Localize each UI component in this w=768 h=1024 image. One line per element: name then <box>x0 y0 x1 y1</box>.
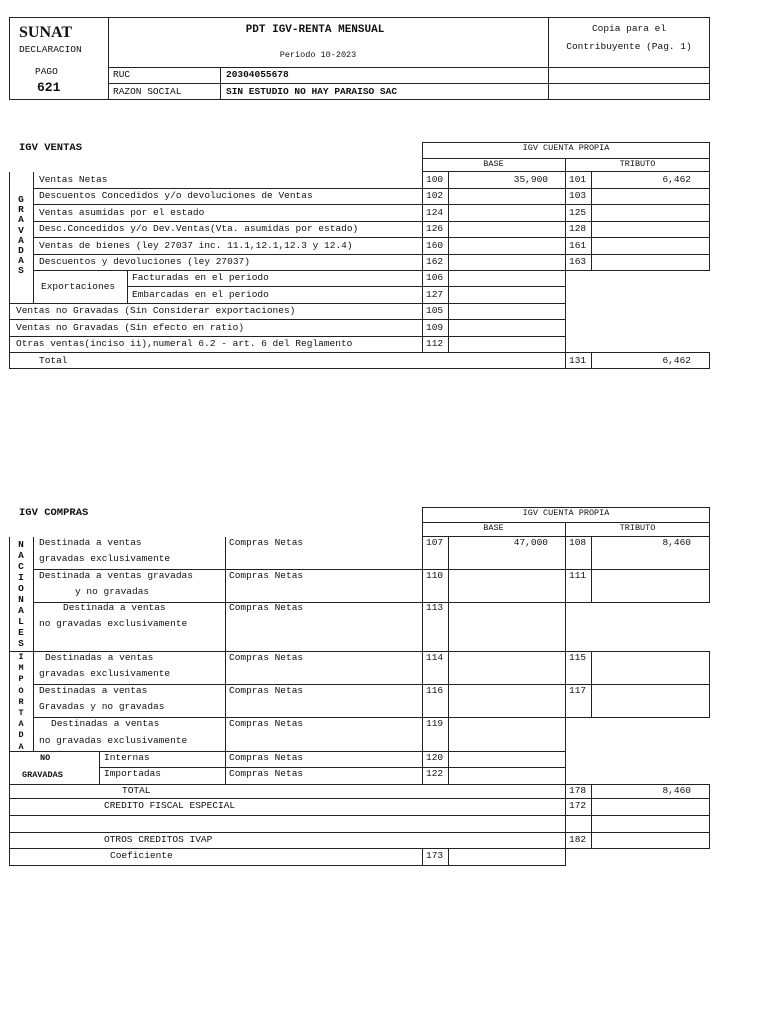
row-code: 102 <box>426 190 444 201</box>
org-name: SUNAT <box>19 24 73 41</box>
row-label-line1: Destinadas a ventas <box>39 685 148 696</box>
ventas-col-base: BASE <box>483 159 504 169</box>
row-label: Otras ventas(inciso ii),numeral 6.2 - art. 6 del Reglamento <box>16 338 353 349</box>
row-code: 127 <box>426 289 444 300</box>
row-label-line1: Destinada a ventas gravadas <box>39 570 193 581</box>
total-code: 131 <box>569 355 587 366</box>
compras-netas-label: Compras Netas <box>229 685 304 696</box>
declaracion-label: DECLARACION <box>19 44 82 55</box>
row-label: Embarcadas en el periodo <box>132 289 269 300</box>
row-code-2: 163 <box>569 256 587 267</box>
row-label: Descuentos Concedidos y/o devoluciones de Ventas <box>39 190 313 201</box>
row-code: 112 <box>426 338 444 349</box>
row-code-2: 117 <box>569 685 587 696</box>
razon-social-value: SIN ESTUDIO NO HAY PARAISO SAC <box>226 86 398 97</box>
tributo-value: 8,460 <box>662 537 691 548</box>
compras-netas-label: Compras Netas <box>229 652 304 663</box>
row-label: Facturadas en el periodo <box>132 272 269 283</box>
row-code: 122 <box>426 768 444 779</box>
row-label-line2: no gravadas exclusivamente <box>39 618 188 629</box>
row-code: 109 <box>426 322 444 333</box>
row-code: 162 <box>426 256 444 267</box>
row-code-2: 108 <box>569 537 587 548</box>
ruc-value: 20304055678 <box>226 69 289 80</box>
row-code: 113 <box>426 602 444 613</box>
row-label: Ventas no Gravadas (Sin efecto en ratio) <box>16 322 245 333</box>
compras-col-base: BASE <box>483 523 504 533</box>
ventas-col-group: IGV CUENTA PROPIA <box>522 143 610 153</box>
row-code-2: 161 <box>569 240 587 251</box>
exportaciones-label: Exportaciones <box>41 281 116 292</box>
copy-line-1: Copia para el <box>591 23 667 34</box>
row-code: 107 <box>426 537 444 548</box>
row-label-line2: gravadas exclusivamente <box>39 668 171 679</box>
ruc-label: RUC <box>113 69 131 80</box>
row-label-line2: gravadas exclusivamente <box>39 553 171 564</box>
otros-creditos-code: 182 <box>569 834 587 845</box>
compras-title: IGV COMPRAS <box>19 507 89 519</box>
row-code: 100 <box>426 174 444 185</box>
row-label: Ventas Netas <box>39 174 108 185</box>
row-code-2: 101 <box>569 174 587 185</box>
credito-fiscal-label: CREDITO FISCAL ESPECIAL <box>104 800 236 811</box>
row-label: Internas <box>104 752 150 763</box>
row-code: 116 <box>426 685 444 696</box>
form-number: 621 <box>37 80 61 95</box>
base-value: 35,900 <box>513 174 548 185</box>
total-code: 178 <box>569 785 587 796</box>
row-code: 120 <box>426 752 444 763</box>
form-title: PDT IGV-RENTA MENSUAL <box>245 24 385 36</box>
row-label: Descuentos y devoluciones (ley 27037) <box>39 256 250 267</box>
compras-col-tributo: TRIBUTO <box>619 523 656 533</box>
row-code: 126 <box>426 223 444 234</box>
row-label-line1: Destinada a ventas <box>39 537 142 548</box>
compras-netas-label: Compras Netas <box>229 537 304 548</box>
importadas-side-label: I M P O R T A D A <box>18 652 24 752</box>
row-code: 114 <box>426 652 444 663</box>
row-label-line1: Destinada a ventas <box>63 602 166 613</box>
base-value: 47,000 <box>513 537 548 548</box>
total-value: 8,460 <box>662 785 691 796</box>
credito-fiscal-code: 172 <box>569 800 587 811</box>
row-label: Ventas de bienes (ley 27037 inc. 11.1,12.1,12.3 y 12.4) <box>39 240 353 251</box>
total-value: 6,462 <box>662 355 691 366</box>
ventas-col-tributo: TRIBUTO <box>619 159 656 169</box>
ventas-title: IGV VENTAS <box>19 142 83 154</box>
nacionales-side-label: N A C I O N A L E S <box>18 539 24 649</box>
compras-col-group: IGV CUENTA PROPIA <box>522 508 610 518</box>
row-code-2: 115 <box>569 652 587 663</box>
gravadas-side-label: G R A V A D A S <box>18 194 24 277</box>
row-label: Ventas asumidas por el estado <box>39 207 205 218</box>
razon-social-label: RAZON SOCIAL <box>113 86 182 97</box>
total-label: TOTAL <box>122 785 151 796</box>
row-code: 160 <box>426 240 444 251</box>
row-label: Desc.Concedidos y/o Dev.Ventas(Vta. asumidas por estado) <box>39 223 359 234</box>
pago-label: PAGO <box>35 66 58 77</box>
row-label-line1: Destinadas a ventas <box>51 718 160 729</box>
row-code-2: 128 <box>569 223 587 234</box>
row-code: 110 <box>426 570 444 581</box>
row-label-line2: no gravadas exclusivamente <box>39 735 188 746</box>
compras-netas-label: Compras Netas <box>229 718 304 729</box>
row-code-2: 125 <box>569 207 587 218</box>
copy-line-2: Contribuyente (Pag. 1) <box>566 41 692 52</box>
period: Periodo 10-2023 <box>279 50 357 60</box>
row-code: 106 <box>426 272 444 283</box>
otros-creditos-label: OTROS CREDITOS IVAP <box>104 834 213 845</box>
row-code-2: 103 <box>569 190 587 201</box>
no-label: NO <box>40 753 51 763</box>
total-label: Total <box>39 355 68 366</box>
row-code: 105 <box>426 305 444 316</box>
row-code-2: 111 <box>569 570 587 581</box>
compras-netas-label: Compras Netas <box>229 752 304 763</box>
row-code: 124 <box>426 207 444 218</box>
tributo-value: 6,462 <box>662 174 691 185</box>
compras-netas-label: Compras Netas <box>229 602 304 613</box>
row-label-line2: Gravadas y no gravadas <box>39 701 165 712</box>
row-label: Importadas <box>104 768 162 779</box>
row-label: Ventas no Gravadas (Sin Considerar exportaciones) <box>16 305 296 316</box>
compras-netas-label: Compras Netas <box>229 570 304 581</box>
compras-netas-label: Compras Netas <box>229 768 304 779</box>
coeficiente-label: Coeficiente <box>110 850 173 861</box>
coeficiente-code: 173 <box>426 850 444 861</box>
row-label-line2: y no gravadas <box>75 586 150 597</box>
row-code: 119 <box>426 718 444 729</box>
row-label-line1: Destinadas a ventas <box>45 652 154 663</box>
gravadas-label: GRAVADAS <box>22 770 63 780</box>
